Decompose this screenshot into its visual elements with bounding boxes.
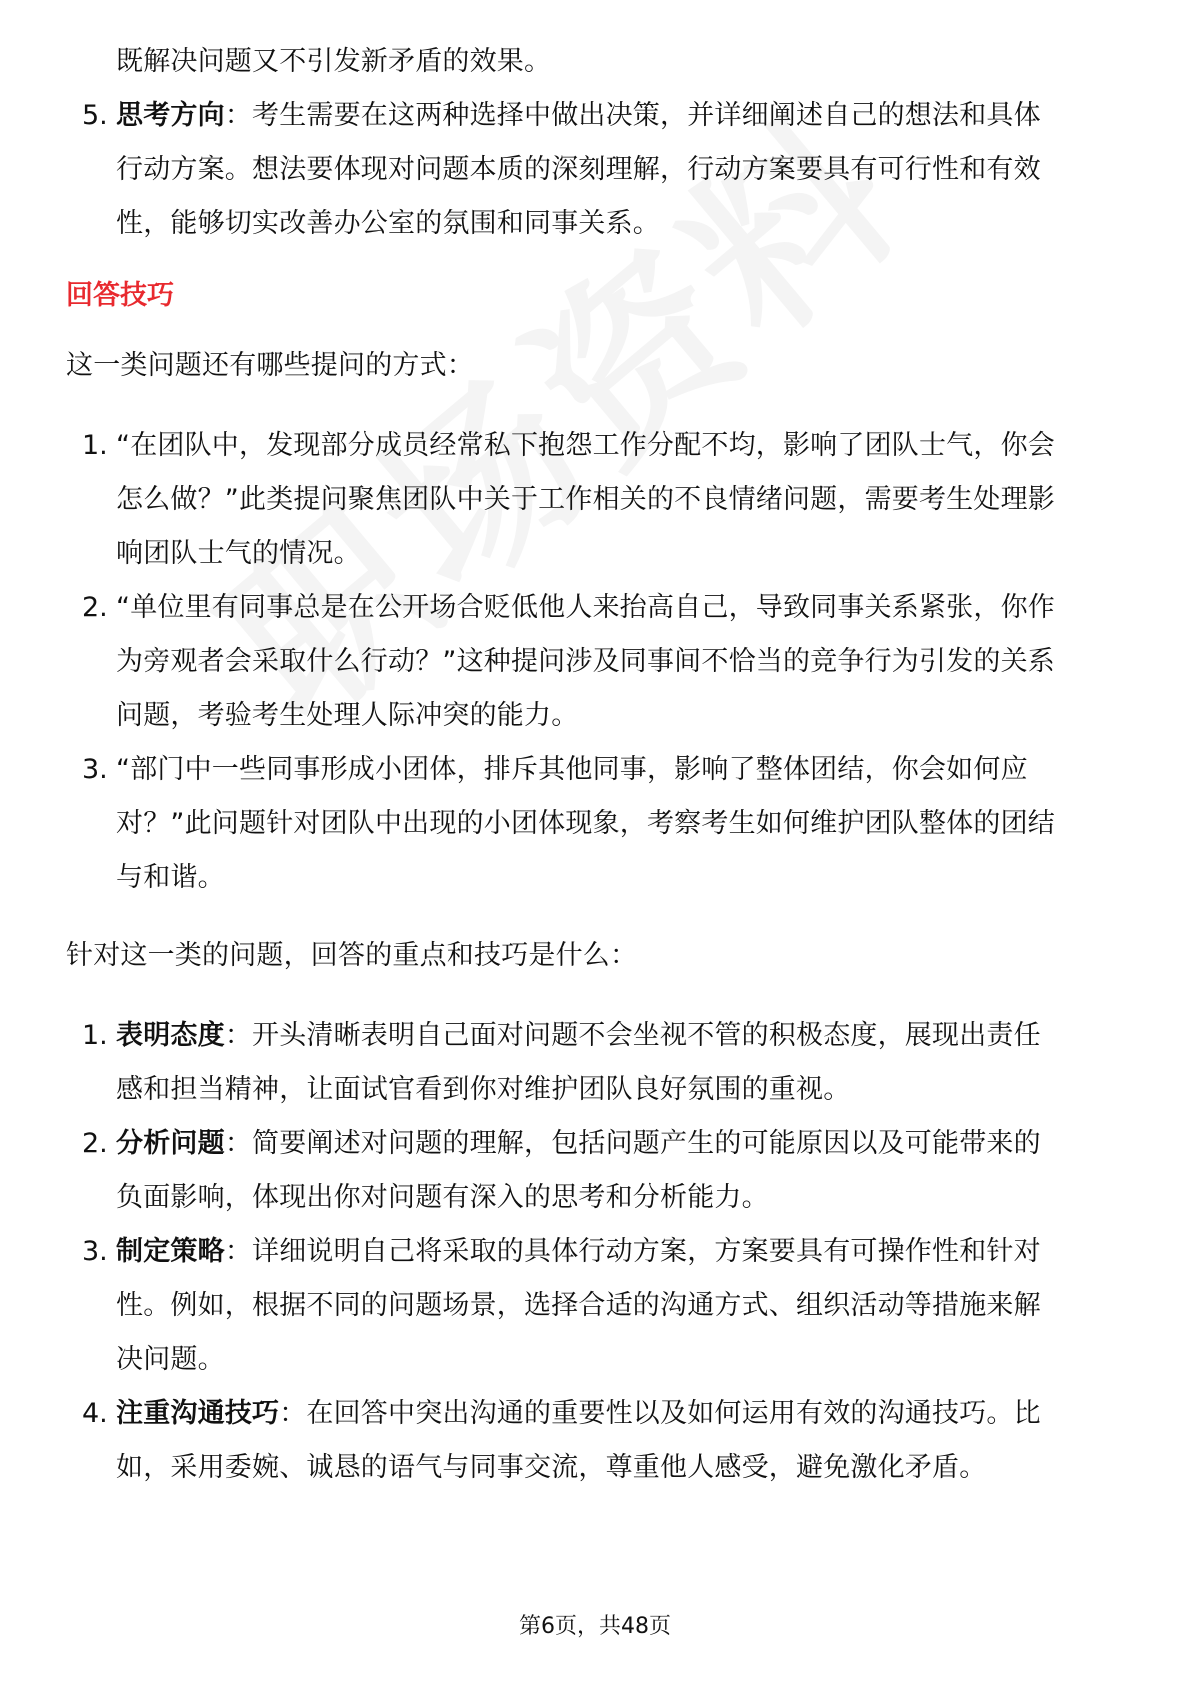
list-item-line: ：详细说明自己将采取的具体行动方案，方案要具有可操作性和针对 xyxy=(224,1236,1041,1267)
list-item-line: 负面影响，体现出你对问题有深入的思考和分析能力。 xyxy=(116,1182,769,1213)
paragraph: 针对这一类的问题，回答的重点和技巧是什么： xyxy=(66,940,638,971)
list-number: 2. xyxy=(82,1128,108,1159)
list-item-line: 决问题。 xyxy=(116,1344,225,1375)
list-item-line: 响团队士气的情况。 xyxy=(116,538,361,569)
list-number: 4. xyxy=(82,1398,108,1429)
list-item-line: 性。例如，根据不同的问题场景，选择合适的沟通方式、组织活动等措施来解 xyxy=(116,1290,1041,1321)
list-number: 1. xyxy=(82,1020,108,1051)
paragraph: 这一类问题还有哪些提问的方式： xyxy=(66,350,474,381)
list-item-line: 对？”此问题针对团队中出现的小团体现象，考察考生如何维护团队整体的团结 xyxy=(116,808,1055,839)
list-number: 3. xyxy=(82,1236,108,1267)
continuation-text: 既解决问题又不引发新矛盾的效果。 xyxy=(116,46,552,77)
list-number: 1. xyxy=(82,430,108,461)
page-footer: 第6页，共48页 xyxy=(519,1614,671,1639)
list-item-line: 怎么做？”此类提问聚焦团队中关于工作相关的不良情绪问题，需要考生处理影 xyxy=(116,484,1055,515)
list-item-text xyxy=(116,1234,1041,1270)
list-number: 5. xyxy=(82,100,108,131)
list-item-text xyxy=(116,1126,1041,1162)
list-item-line: 问题，考验考生处理人际冲突的能力。 xyxy=(116,700,579,731)
list-item-line: 行动方案。想法要体现对问题本质的深刻理解，行动方案要具有可行性和有效 xyxy=(116,154,1041,185)
list-item-line: “在团队中，发现部分成员经常私下抱怨工作分配不均，影响了团队士气，你会 xyxy=(116,430,1055,461)
section-heading: 回答技巧 xyxy=(66,280,174,311)
list-item-line: “部门中一些同事形成小团体，排斥其他同事，影响了整体团结，你会如何应 xyxy=(116,754,1028,785)
list-item-line: “单位里有同事总是在公开场合贬低他人来抬高自己，导致同事关系紧张，你作 xyxy=(116,592,1055,623)
list-item-line: 与和谐。 xyxy=(116,862,225,893)
list-number: 2. xyxy=(82,592,108,623)
list-item-text xyxy=(116,1018,1041,1054)
list-item-line: ：开头清晰表明自己面对问题不会坐视不管的积极态度，展现出责任 xyxy=(224,1020,1041,1051)
list-number: 3. xyxy=(82,754,108,785)
list-item-text xyxy=(116,1396,1041,1432)
list-item-text xyxy=(116,98,1041,134)
list-item-keyword: 制定策略 xyxy=(116,1236,225,1267)
list-item-line: ：简要阐述对问题的理解，包括问题产生的可能原因以及可能带来的 xyxy=(224,1128,1041,1159)
list-item-line: 为旁观者会采取什么行动？”这种提问涉及同事间不恰当的竞争行为引发的关系 xyxy=(116,646,1055,677)
list-item-line: 感和担当精神，让面试官看到你对维护团队良好氛围的重视。 xyxy=(116,1074,851,1105)
list-item-line: 如，采用委婉、诚恳的语气与同事交流，尊重他人感受，避免激化矛盾。 xyxy=(116,1452,987,1483)
list-item-keyword: 分析问题 xyxy=(116,1128,225,1159)
list-item-keyword: 表明态度 xyxy=(116,1020,225,1051)
list-item-keyword: 思考方向 xyxy=(116,100,225,131)
list-item-keyword: 注重沟通技巧 xyxy=(116,1398,280,1429)
list-item-line: ：考生需要在这两种选择中做出决策，并详细阐述自己的想法和具体 xyxy=(224,100,1041,131)
list-item-line: 性，能够切实改善办公室的氛围和同事关系。 xyxy=(116,208,660,239)
list-item-line: ：在回答中突出沟通的重要性以及如何运用有效的沟通技巧。比 xyxy=(279,1398,1041,1429)
